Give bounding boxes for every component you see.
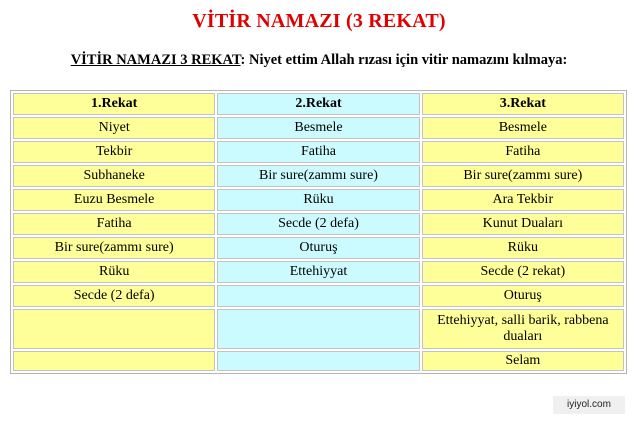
table-row <box>13 189 624 211</box>
rekat-table <box>10 90 627 374</box>
table-cell <box>217 351 419 371</box>
table-cell: Rüku <box>13 261 215 283</box>
table-cell: Besmele <box>217 117 419 139</box>
table-cell <box>13 351 215 371</box>
header-rekat-2: 2.Rekat <box>217 93 419 115</box>
table-cell: Niyet <box>13 117 215 139</box>
table-row <box>13 237 624 259</box>
table-row <box>13 309 624 349</box>
table-cell: Selam <box>422 351 624 371</box>
table-cell: Bir sure(zammı sure) <box>422 165 624 187</box>
table-row <box>13 261 624 283</box>
table-cell: Bir sure(zammı sure) <box>217 165 419 187</box>
table-cell: Secde (2 defa) <box>13 285 215 307</box>
table-cell: Ara Tekbir <box>422 189 624 211</box>
table-row <box>13 117 624 139</box>
table-cell: Kunut Duaları <box>422 213 624 235</box>
table-cell: Fatiha <box>217 141 419 163</box>
header-rekat-1: 1.Rekat <box>13 93 215 115</box>
intention-line <box>0 52 638 69</box>
table-cell: Rüku <box>422 237 624 259</box>
table-cell: Besmele <box>422 117 624 139</box>
table-cell: Fatiha <box>13 213 215 235</box>
table-cell: Ettehiyyat, salli barik, rabbena duaları <box>422 309 624 349</box>
table-cell: Secde (2 defa) <box>217 213 419 235</box>
table-cell <box>13 309 215 349</box>
table-row <box>13 213 624 235</box>
table-cell: Bir sure(zammı sure) <box>13 237 215 259</box>
intention-text: : Niyet ettim Allah rızası için vitir namazını kılmaya: <box>240 52 568 68</box>
header-rekat-3: 3.Rekat <box>422 93 624 115</box>
table-cell: Rüku <box>217 189 419 211</box>
table-cell: Oturuş <box>217 237 419 259</box>
table-cell: Tekbir <box>13 141 215 163</box>
table-cell <box>217 309 419 349</box>
table-cell: Ettehiyyat <box>217 261 419 283</box>
page-title: VİTİR NAMAZI (3 REKAT) <box>192 10 446 32</box>
intention-lead: VİTİR NAMAZI 3 REKAT <box>70 52 241 68</box>
table-cell: Euzu Besmele <box>13 189 215 211</box>
table-cell: Subhaneke <box>13 165 215 187</box>
site-watermark: iyiyol.com <box>553 396 625 414</box>
table-row <box>13 285 624 307</box>
table-row <box>13 141 624 163</box>
table-cell: Secde (2 rekat) <box>422 261 624 283</box>
table-cell <box>217 285 419 307</box>
table-cell: Fatiha <box>422 141 624 163</box>
table-row <box>13 165 624 187</box>
table-header-row <box>13 93 624 115</box>
table-cell: Oturuş <box>422 285 624 307</box>
table-row <box>13 351 624 371</box>
